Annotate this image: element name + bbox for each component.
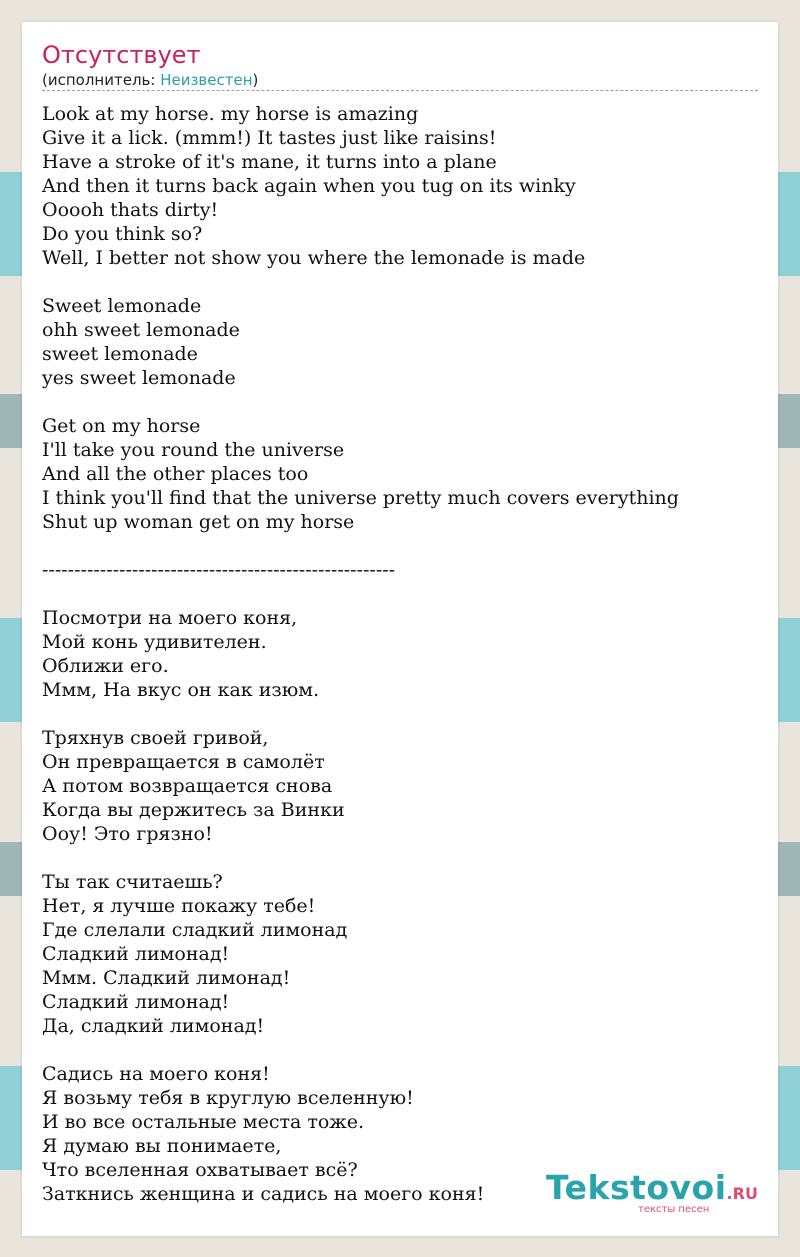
lyrics-line: Ты так считаешь?: [42, 871, 223, 893]
lyrics-line: yes sweet lemonade: [42, 367, 236, 389]
lyrics-line: Сладкий лимонад!: [42, 943, 230, 965]
lyrics-line: Shut up woman get on my horse: [42, 511, 355, 533]
lyrics-line: -------------------------------------------------------: [42, 559, 396, 581]
lyrics-line: Он превращается в самолёт: [42, 751, 325, 773]
logo-domain: .RU: [726, 1184, 758, 1203]
lyrics-line: Садись на моего коня!: [42, 1063, 270, 1085]
lyrics-line: Да, сладкий лимонад!: [42, 1015, 265, 1037]
lyrics-line: I'll take you round the universe: [42, 439, 345, 461]
lyrics-line: Ммм, На вкус он как изюм.: [42, 679, 320, 701]
lyrics-line: And all the other places too: [42, 463, 309, 485]
lyrics-blank-line: [42, 534, 762, 558]
lyrics-line: Ммм. Сладкий лимонад!: [42, 967, 291, 989]
artist-line: [42, 70, 258, 90]
lyrics-line: And then it turns back again when you tug on its winky: [42, 175, 576, 197]
title-divider: [42, 90, 758, 91]
lyrics-line: А потом возвращается снова: [42, 775, 333, 797]
lyrics-card: [22, 22, 778, 1236]
lyrics-blank-line: [42, 270, 762, 294]
logo-wordmark: Tekstovoi: [546, 1168, 727, 1207]
lyrics-line: Нет, я лучше покажу тебе!: [42, 895, 316, 917]
lyrics-line: Я думаю вы понимаете,: [42, 1135, 282, 1157]
lyrics-blank-line: [42, 390, 762, 414]
lyrics-line: Тряхнув своей гривой,: [42, 727, 269, 749]
lyrics-line: Ooooh thats dirty!: [42, 199, 219, 221]
lyrics-line: Когда вы держитесь за Винки: [42, 799, 345, 821]
lyrics-line: Что вселенная охватывает всё?: [42, 1159, 358, 1181]
lyrics-line: Посмотри на моего коня,: [42, 607, 298, 629]
lyrics-line: Заткнись женщина и садись на моего коня!: [42, 1183, 485, 1205]
lyrics-line: Look at my horse. my horse is amazing: [42, 103, 419, 125]
lyrics-line: Мой конь удивителен.: [42, 631, 267, 653]
lyrics-line: Have a stroke of it's mane, it turns into a plane: [42, 151, 497, 173]
artist-prefix: (исполнитель:: [42, 71, 161, 89]
lyrics-line: Сладкий лимонад!: [42, 991, 230, 1013]
artist-suffix: ): [252, 71, 259, 89]
lyrics-line: I think you'll find that the universe pretty much covers everything: [42, 487, 679, 509]
lyrics-line: И во все остальные места тоже.: [42, 1111, 365, 1133]
lyrics-line: Ооу! Это грязно!: [42, 823, 213, 845]
logo-tagline: тексты песен: [638, 1204, 710, 1215]
lyrics-line: Где слелали сладкий лимонад: [42, 919, 348, 941]
lyrics-line: Give it a lick. (mmm!) It tastes just like raisins!: [42, 127, 497, 149]
lyrics-line: Do you think so?: [42, 223, 203, 245]
site-logo[interactable]: [546, 1168, 758, 1215]
lyrics-text: [42, 102, 762, 1206]
lyrics-blank-line: [42, 1038, 762, 1062]
lyrics-blank-line: [42, 846, 762, 870]
song-title: Отсутствует: [42, 41, 201, 69]
lyrics-line: sweet lemonade: [42, 343, 198, 365]
lyrics-blank-line: [42, 582, 762, 606]
lyrics-blank-line: [42, 702, 762, 726]
lyrics-line: Get on my horse: [42, 415, 201, 437]
lyrics-line: ohh sweet lemonade: [42, 319, 240, 341]
lyrics-line: Well, I better not show you where the lemonade is made: [42, 247, 586, 269]
lyrics-line: Я возьму тебя в круглую вселенную!: [42, 1087, 414, 1109]
artist-link[interactable]: Неизвестен: [160, 71, 253, 89]
lyrics-line: Sweet lemonade: [42, 295, 202, 317]
lyrics-line: Оближи его.: [42, 655, 169, 677]
